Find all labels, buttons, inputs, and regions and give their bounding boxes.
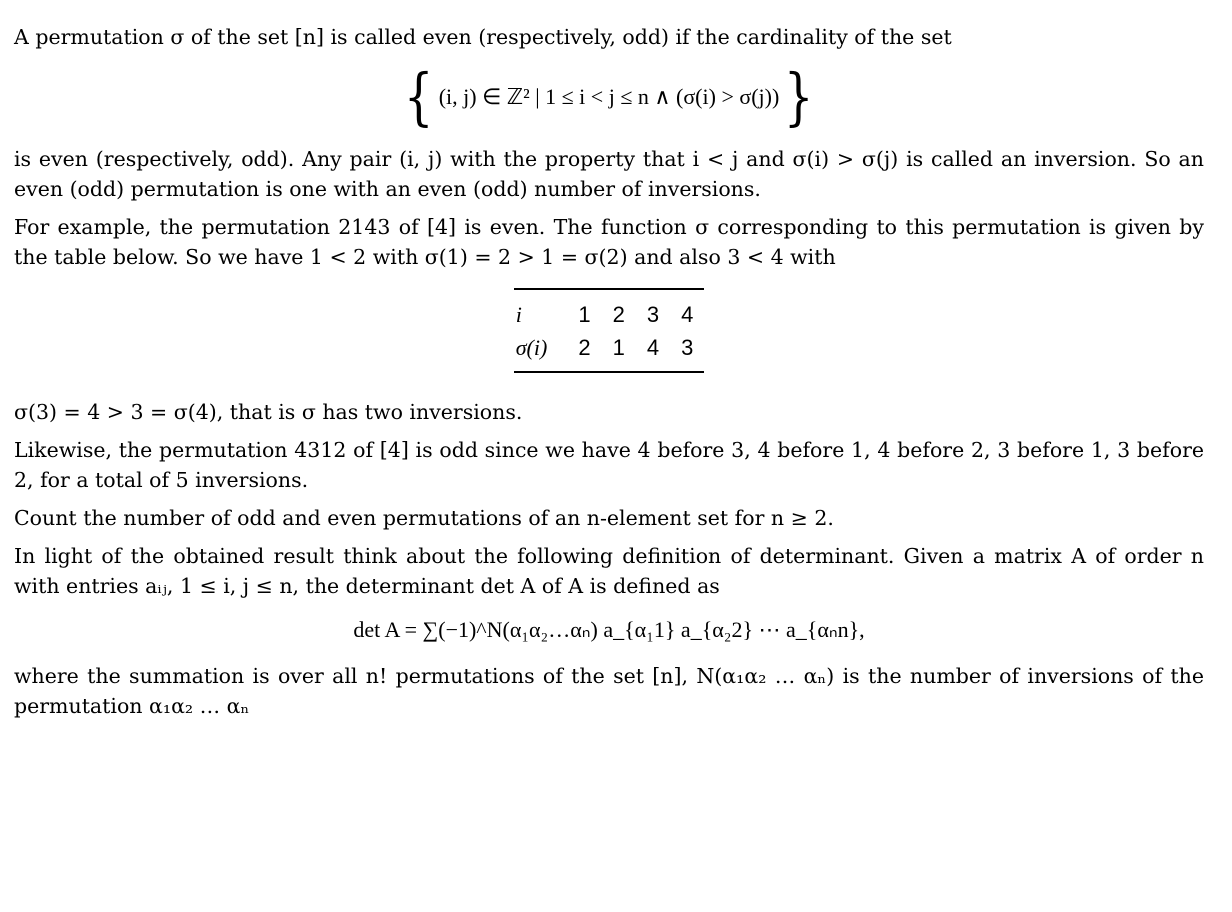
paragraph-odd-example: Likewise, the permutation 4312 of [4] is odd since we have 4 before 3, 4 before 1, 4 before 2, 3 before 1, 3 before 2, for a total of 5 inversions. [14,438,1204,492]
paragraph-inversion: is even (respectively, odd). Any pair (i, j) with the property that i < j and σ(i) > σ(j) is called an inversion. So an even (odd) permutation is one with an even (odd) number of inversions. [14,147,1204,201]
table-cell: 2 [578,335,591,360]
set-display [14,60,1204,133]
table-row [514,331,705,372]
paragraph-definition: A permutation σ of the set [n] is called even (respectively, odd) if the cardinality of the set [14,25,952,49]
paragraph-summation-note: where the summation is over all n! permutations of the set [n], N(α₁α₂ … αₙ) is the number of inversions of the permutation α₁α₂ … αₙ [14,664,1204,718]
set-expression: (i, j) ∈ ℤ² | 1 ≤ i < j ≤ n ∧ (σ(i) > σ(j)) [438,84,780,109]
permutation-table [514,288,705,373]
table-cell: 1 [578,302,591,327]
paragraph-two-inversions: σ(3) = 4 > 3 = σ(4), that is σ has two inversions. [14,400,523,424]
determinant-formula: det A = ∑(−1)^N(α₁α₂…αₙ) a_{α₁1} a_{α₂2} ⋯ a_{αₙn}, [353,617,865,642]
table-row [514,289,705,331]
document-body [14,22,1204,729]
paragraph-determinant-intro: In light of the obtained result think about the following definition of determinant. Given a matrix A of order n with entries aᵢⱼ, 1 ≤ i, j ≤ n, the determinant det A of A is defined as [14,544,1204,598]
left-brace: { [404,60,434,133]
table-cell: 3 [646,302,660,327]
right-brace: } [784,60,814,133]
row-label-i: i [515,302,522,327]
table-cell: 4 [681,302,694,327]
paragraph-example: For example, the permutation 2143 of [4] is even. The function σ corresponding to this permutation is given by the table below. So we have 1 < 2 with σ(1) = 2 > 1 = σ(2) and also 3 < 4 with [14,215,1204,269]
table-cell: 2 [612,302,625,327]
table-cell: 4 [646,335,660,360]
table-cell: 1 [612,335,625,360]
table-cell: 3 [681,335,694,360]
paragraph-count-task: Count the number of odd and even permutations of an n-element set for n ≥ 2. [14,506,834,530]
row-label-sigma: σ(i) [515,335,548,360]
